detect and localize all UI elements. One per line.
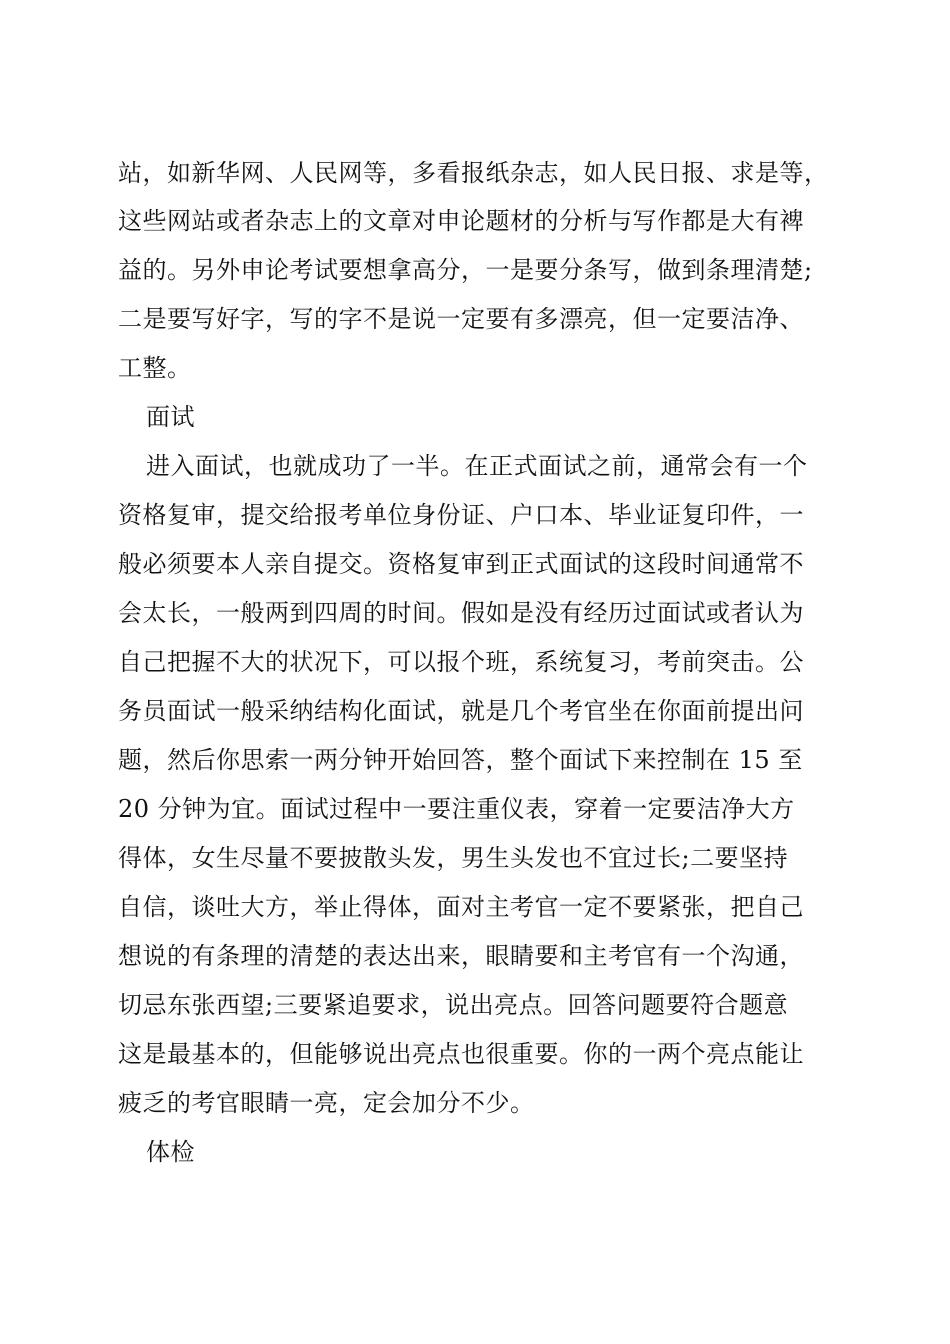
paragraph-2-line-2: 资格复审，提交给报考单位身份证、户口本、毕业证复印件，一 [118, 501, 804, 529]
paragraph-2-line-5: 自己把握不大的状况下，可以报个班，系统复习，考前突击。公 [118, 648, 804, 676]
paragraph-2-line-13: 这是最基本的，但能够说出亮点也很重要。你的一两个亮点能让 [118, 1040, 804, 1068]
paragraph-2-line-14: 疲乏的考官眼睛一亮，定会加分不少。 [118, 1089, 535, 1117]
paragraph-2-line-1: 进入面试，也就成功了一半。在正式面试之前，通常会有一个 [146, 452, 808, 480]
paragraph-2-line-3: 般必须要本人亲自提交。资格复审到正式面试的这段时间通常不 [118, 550, 804, 578]
paragraph-2-line-8: 20 分钟为宜。面试过程中一要注重仪表，穿着一定要洁净大方 [118, 795, 795, 823]
paragraph-2-line-12: 切忌东张西望;三要紧追要求，说出亮点。回答问题要符合题意 [118, 991, 789, 1019]
paragraph-1-line-5: 工整。 [118, 354, 192, 382]
paragraph-2-line-9: 得体，女生尽量不要披散头发，男生头发也不宜过长;二要坚持 [118, 844, 789, 872]
paragraph-1-line-2: 这些网站或者杂志上的文章对申论题材的分析与写作都是大有裨 [118, 207, 804, 235]
paragraph-2-line-10: 自信，谈吐大方，举止得体，面对主考官一定不要紧张，把自己 [118, 893, 804, 921]
paragraph-2-line-4: 会太长，一般两到四周的时间。假如是没有经历过面试或者认为 [118, 599, 804, 627]
paragraph-2-line-7: 题，然后你思索一两分钟开始回答，整个面试下来控制在 15 至 [118, 746, 803, 774]
paragraph-1-line-3: 益的。另外申论考试要想拿高分，一是要分条写，做到条理清楚; [118, 256, 813, 284]
paragraph-1-line-1: 站，如新华网、人民网等，多看报纸杂志，如人民日报、求是等， [118, 159, 829, 187]
paragraph-2-line-11: 想说的有条理的清楚的表达出来，眼睛要和主考官有一个沟通， [118, 942, 804, 970]
paragraph-1-line-4: 二是要写好字，写的字不是说一定要有多漂亮，但一定要洁净、 [118, 305, 804, 333]
section-heading-physical-exam: 体检 [146, 1138, 195, 1166]
section-heading-interview: 面试 [146, 403, 195, 431]
paragraph-2-line-6: 务员面试一般采纳结构化面试，就是几个考官坐在你面前提出问 [118, 697, 804, 725]
